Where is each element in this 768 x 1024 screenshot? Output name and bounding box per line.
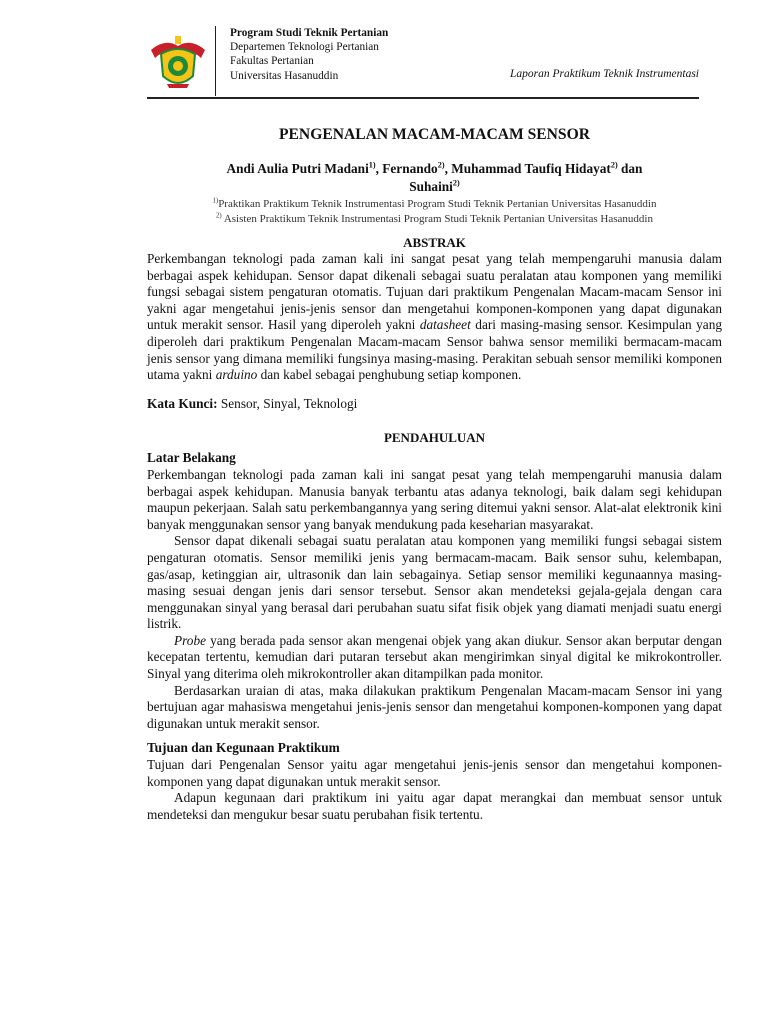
affiliation (147, 197, 722, 212)
author-name: Suhaini (409, 179, 453, 194)
abstract-text-part: dari masing-masing sensor. Kesimpulan yang diperoleh dari praktikum Pengenalan Macam-macam Sensor bahwa sensor memiliki bermacam-macam jenis sensor yang dimana memiliki fungsinya masing-masing. Perakitan sebuah sensor memiliki komponen utama yakni (147, 317, 722, 383)
header-rule (147, 97, 699, 99)
abstract-text (147, 251, 722, 384)
abstract-heading: ABSTRAK (403, 235, 466, 250)
paragraph: Perkembangan teknologi pada zaman kali ini sangat pesat yang telah mempengaruhi manusia dalam berbagai aspek kehidupan. Manusia banyak terbantu atas adanya teknologi, baik dalam segi kehidupan maupun pekerjaan. Salah satu perkembangannya yang sering ditemui yakni sensor. Alat-alat elektronik kini banyak menggunakan sensor yang banyak mendukung pada keseharian masyarakat. (147, 466, 722, 532)
abstract-text-part: Perkembangan teknologi pada zaman kali ini sangat pesat yang telah mempengaruhi manusia dalam berbagai aspek kehidupan. Sensor dapat dikenali sebagai suatu peralatan atau komponen yang memiliki fungsi sebagai sistem pengaturan otomatis. Tujuan dari praktikum Pengenalan Macam-macam Sensor ini yakni agar mengetahui jenis-jenis sensor dan mengetahui komponen-komponen yang dapat digunakan untuk merakit sensor. Hasil yang diperoleh yakni (147, 251, 722, 333)
paper-body (147, 124, 722, 823)
paragraph: Adapun kegunaan dari praktikum ini yaitu agar dapat merangkai dan membuat sensor untuk mendeteksi dan mengukur besar suatu perubahan fisik tertentu. (147, 790, 722, 822)
affiliation-text: Praktikan Praktikum Teknik Instrumentasi Program Studi Teknik Pertanian Universitas Hasanuddin (218, 198, 657, 210)
affiliation-text: Asisten Praktikum Teknik Instrumentasi Program Studi Teknik Pertanian Universitas Hasanuddin (221, 212, 653, 225)
faculty: Fakultas Pertanian (230, 55, 314, 68)
author-list (147, 160, 722, 196)
abstract-text-part: dan kabel sebagai penghubung setiap komponen. (257, 367, 522, 383)
affiliations (147, 197, 722, 226)
author-separator: , (444, 161, 452, 176)
abstract-italic-term: datasheet (419, 317, 471, 333)
subsection-heading: Latar Belakang (147, 450, 236, 466)
paper-title: PENGENALAN MACAM-MACAM SENSOR (279, 126, 590, 143)
affiliation-mark: 2) (216, 211, 222, 219)
keywords-label: Kata Kunci: (147, 395, 218, 411)
paragraph (147, 633, 722, 683)
paragraph: Sensor dapat dikenali sebagai suatu peralatan atau komponen yang memiliki fungsi sebagai sistem pengaturan otomatis. Sensor memiliki jenis yang bermacam-macam. Baik sensor suhu, kelembapan, gas/asap, ketinggian air, ultrasonik dan lain sebagainya. Setiap sensor memiliki kegunaannya masing-masing sesuai dengan jenis dari sensor tersebut. Sensor akan mendeteksi gejala-gejala dengan cara menggunakan sinyal yang berasal dari perubahan suatu sifat fisik objek yang diamati menjadi suatu energi listrik. (147, 533, 722, 632)
institution-block (230, 26, 388, 83)
paragraph-text: yang berada pada sensor akan mengenai objek yang akan diukur. Sensor akan berputar dengan kecepatan tertentu, kemudian dari putaran tersebut akan mengirimkan sinyal digital ke mikrokontroller. Sinyal yang diterima oleh mikrokontroller akan ditampilkan pada monitor. (147, 632, 722, 682)
affiliation (147, 212, 722, 227)
author-mark: 1) (368, 160, 376, 170)
italic-term: Probe (174, 632, 207, 648)
paragraph: Berdasarkan uraian di atas, maka dilakukan praktikum Pengenalan Macam-macam Sensor ini yang bertujuan agar mahasiswa mengetahui jenis-jenis sensor dan mengetahui komponen-komponen yang dapat digunakan untuk merakit sensor. (147, 682, 722, 731)
abstract-italic-term: arduino (215, 367, 258, 383)
author-separator: dan (617, 161, 643, 176)
author-mark: 2) (610, 160, 618, 170)
document-header (147, 22, 699, 98)
author-name: Andi Aulia Putri Madani (226, 161, 369, 176)
paragraph: Tujuan dari Pengenalan Sensor yaitu agar mengetahui jenis-jenis sensor dan mengetahui komponen-komponen yang dapat digunakan untuk merakit sensor. (147, 757, 722, 789)
study-program: Program Studi Teknik Pertanian (230, 27, 389, 39)
introduction-heading: PENDAHULUAN (383, 430, 486, 446)
author-separator: , (375, 161, 383, 176)
subsection-heading: Tujuan dan Kegunaan Praktikum (147, 740, 340, 756)
department: Departemen Teknologi Pertanian (230, 41, 379, 54)
author-mark: 2) (437, 160, 445, 170)
report-name: Laporan Praktikum Teknik Instrumentasi (510, 68, 699, 80)
keywords (147, 396, 722, 413)
author-name: Fernando (382, 161, 438, 176)
university-crest-icon (147, 30, 209, 92)
author-name: Muhammad Taufiq Hidayat (451, 161, 611, 176)
author-mark: 2) (452, 178, 460, 188)
keywords-value: Sensor, Sinyal, Teknologi (217, 395, 358, 411)
university: Universitas Hasanuddin (230, 69, 339, 82)
header-divider (215, 26, 216, 96)
affiliation-mark: 1) (212, 197, 219, 205)
